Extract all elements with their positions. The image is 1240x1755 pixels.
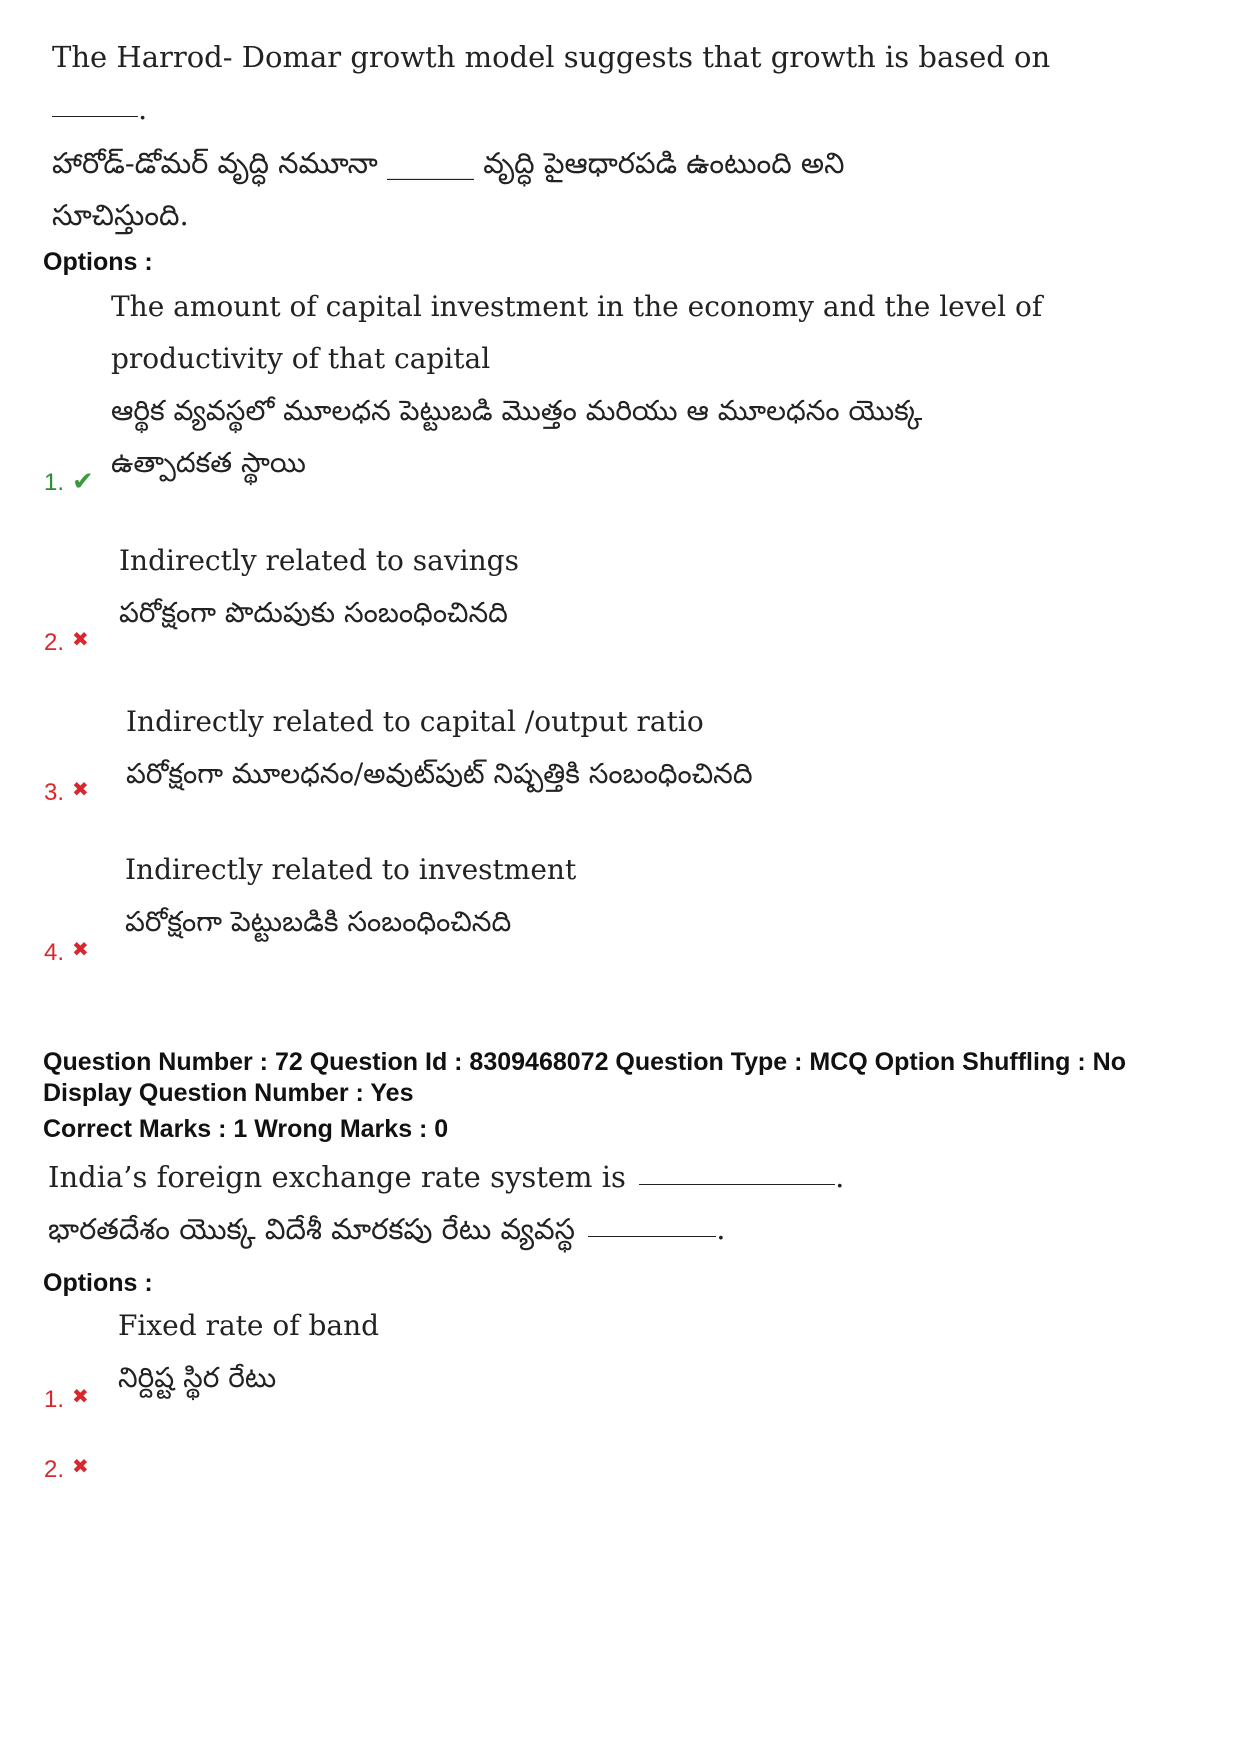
option-number-label: 2. — [44, 629, 65, 656]
option-1-te-line1: ఆర్థిక వ్యవస్థలో మూలధన పెట్టుబడి మొత్తం మరియు ఆ మూలధనం యొక్క — [111, 394, 923, 427]
option-2-en-line1: Indirectly related to savings — [119, 544, 519, 577]
option-number-label: 1. — [44, 469, 65, 496]
option-1-en-line2: productivity of that capital — [111, 342, 491, 375]
cross-mark-icon: ✖ — [72, 1386, 89, 1408]
question-meta-line1: Question Number : 72 Question Id : 8309468072 Question Type : MCQ Option Shuffling : No — [43, 1048, 1126, 1076]
answer-blank — [639, 1183, 835, 1185]
option-number-label: 1. — [44, 1386, 65, 1413]
question-text-en-period: . — [835, 1160, 845, 1194]
question-text-en-body: India’s foreign exchange rate system is — [48, 1160, 626, 1194]
question-text-te-period: . — [716, 1212, 726, 1246]
option-4-en-line1: Indirectly related to investment — [125, 853, 577, 886]
option-3-en-line1: Indirectly related to capital /output ratio — [126, 705, 704, 738]
options-label: Options : — [43, 248, 153, 276]
question-text-te-line1: హారోడ్-డోమర్ వృద్ధి నమూనా ______ వృద్ధి పైఆధారపడి ఉంటుంది అని — [52, 146, 845, 180]
answer-blank — [52, 115, 138, 117]
question-text-en-period: . — [138, 92, 148, 126]
q72-option-1-number — [44, 1384, 89, 1414]
q72-option-2-number — [44, 1454, 89, 1484]
question-text-te-body: భారతదేశం యొక్క విదేశీ మారకపు రేటు వ్యవస్థ — [48, 1212, 576, 1246]
question-text-en — [48, 1160, 844, 1194]
cross-mark-icon: ✖ — [72, 939, 89, 961]
option-number-label: 3. — [44, 779, 65, 806]
check-mark-icon: ✔ — [72, 466, 94, 496]
question-text-en-line2 — [52, 92, 147, 126]
q72-option-1-te-line1: నిర్దిష్ట స్థిర రేటు — [118, 1361, 277, 1394]
option-number-label: 4. — [44, 939, 65, 966]
q72-option-1-en-line1: Fixed rate of band — [118, 1309, 380, 1342]
option-2-te-line1: పరోక్షంగా పొదుపుకు సంబంధించినది — [119, 596, 508, 629]
option-1-number — [44, 466, 94, 497]
cross-mark-icon: ✖ — [72, 629, 89, 651]
option-4-te-line1: పరోక్షంగా పెట్టుబడికి సంబంధించినది — [125, 905, 512, 938]
question-meta-line2: Display Question Number : Yes — [43, 1079, 414, 1107]
question-text-te — [48, 1212, 725, 1254]
option-1-en-line1: The amount of capital investment in the economy and the level of — [111, 290, 1043, 323]
options-label: Options : — [43, 1269, 153, 1297]
question-text-en-line1: The Harrod- Domar growth model suggests that growth is based on — [52, 40, 1051, 74]
option-2-number — [44, 627, 89, 657]
option-4-number — [44, 937, 89, 967]
option-number-label: 2. — [44, 1456, 65, 1483]
answer-blank — [588, 1235, 716, 1237]
cross-mark-icon: ✖ — [72, 1456, 89, 1478]
question-text-te-line2: సూచిస్తుంది. — [52, 198, 189, 232]
option-3-te-line1: పరోక్షంగా మూలధనం/అవుట్‌పుట్ నిష్పత్తికి సంబంధించినది — [126, 757, 753, 790]
option-3-number — [44, 777, 89, 807]
option-1-te-line2: ఉత్పాదకత స్థాయి — [111, 446, 306, 479]
cross-mark-icon: ✖ — [72, 779, 89, 801]
question-marks: Correct Marks : 1 Wrong Marks : 0 — [43, 1115, 449, 1143]
